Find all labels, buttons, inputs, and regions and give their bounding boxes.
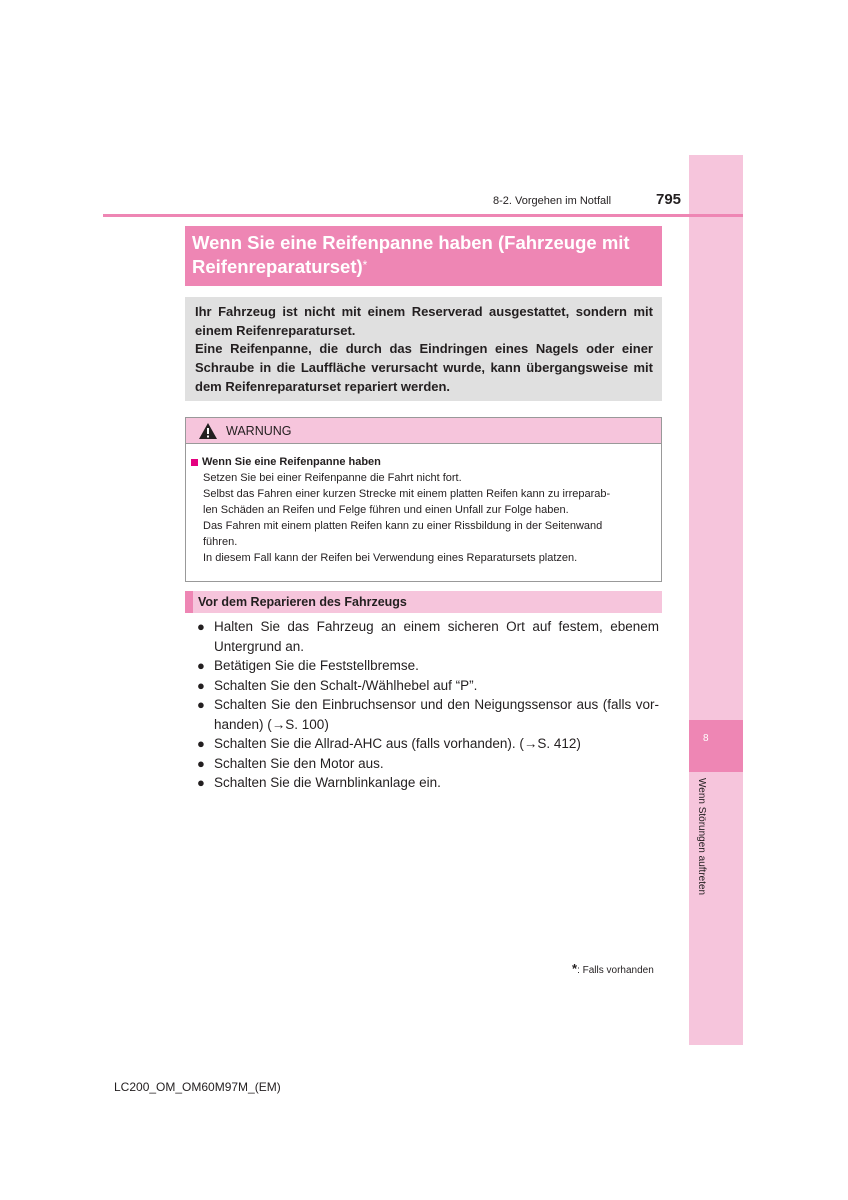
footnote-text: : Falls vorhanden (577, 965, 654, 976)
side-tab (689, 155, 743, 1045)
page-title (185, 226, 662, 286)
footnote-marker: * (572, 961, 578, 976)
document-code: LC200_OM_OM60M97M_(EM) (114, 1080, 281, 1094)
section-label: 8-2. Vorgehen im Notfall (493, 195, 612, 207)
warning-label: WARNUNG (226, 423, 292, 438)
list-item: ● Schalten Sie die Warnblinkanlage ein. (197, 773, 659, 793)
warning-line: In diesem Fall kann der Reifen bei Verwendung eines Reparatursets platzen. (203, 552, 578, 564)
subsection-heading: Vor dem Reparieren des Fahrzeugs (185, 591, 662, 613)
footnote (572, 961, 654, 976)
warning-line: Selbst das Fahren einer kurzen Strecke mit einem platten Reifen kann zu irreparab- (203, 488, 611, 500)
warning-triangle-icon (198, 422, 218, 440)
list-item: ● Schalten Sie den Schalt-/Wählhebel auf “P”. (197, 676, 659, 696)
square-bullet-icon (191, 459, 198, 466)
list-item: ● Schalten Sie den Einbruchsensor und den Neigungssensor aus (falls vor-handen) (→S. 100) (197, 695, 659, 734)
list-item: ● Betätigen Sie die Feststellbremse. (197, 656, 659, 676)
intro-paragraph: Eine Reifenpanne, die durch das Eindringen eines Nagels oder einer Schraube in die Lauffläche verursacht wurde, kann übergangsweise mit dem Reifenreparaturset repariert werden. (195, 341, 653, 394)
page-title-text: Wenn Sie eine Reifenpanne haben (Fahrzeuge mit Reifenreparaturset) (192, 232, 630, 277)
warning-subheading (191, 454, 651, 470)
warning-subheading-text: Wenn Sie eine Reifenpanne haben (202, 456, 381, 468)
chapter-title: Wenn Störungen auftreten (696, 778, 707, 896)
page-number: 795 (656, 191, 682, 208)
chapter-number: 8 (703, 733, 709, 744)
warning-header (186, 418, 661, 444)
intro-paragraph: Ihr Fahrzeug ist nicht mit einem Reserverad ausgestattet, sondern mit einem Reifenreparaturset. (195, 304, 653, 338)
warning-line: führen. (203, 536, 238, 548)
intro-box (185, 297, 662, 401)
steps-list (197, 617, 659, 793)
warning-line: Das Fahren mit einem platten Reifen kann zu einer Rissbildung in der Seitenwand (203, 520, 603, 532)
list-item: ● Halten Sie das Fahrzeug an einem sicheren Ort auf festem, ebenem Untergrund an. (197, 617, 659, 656)
header-rule (103, 214, 743, 217)
list-item: ● Schalten Sie den Motor aus. (197, 754, 659, 774)
warning-line: len Schäden an Reifen und Felge führen und einen Unfall zur Folge haben. (203, 504, 569, 516)
chapter-tab (689, 720, 743, 772)
warning-body (186, 444, 661, 566)
warning-box (185, 417, 662, 582)
title-footnote-marker: * (362, 258, 368, 272)
warning-line: Setzen Sie bei einer Reifenpanne die Fahrt nicht fort. (203, 472, 462, 484)
list-item: ● Schalten Sie die Allrad-AHC aus (falls vorhanden). (→S. 412) (197, 734, 659, 754)
